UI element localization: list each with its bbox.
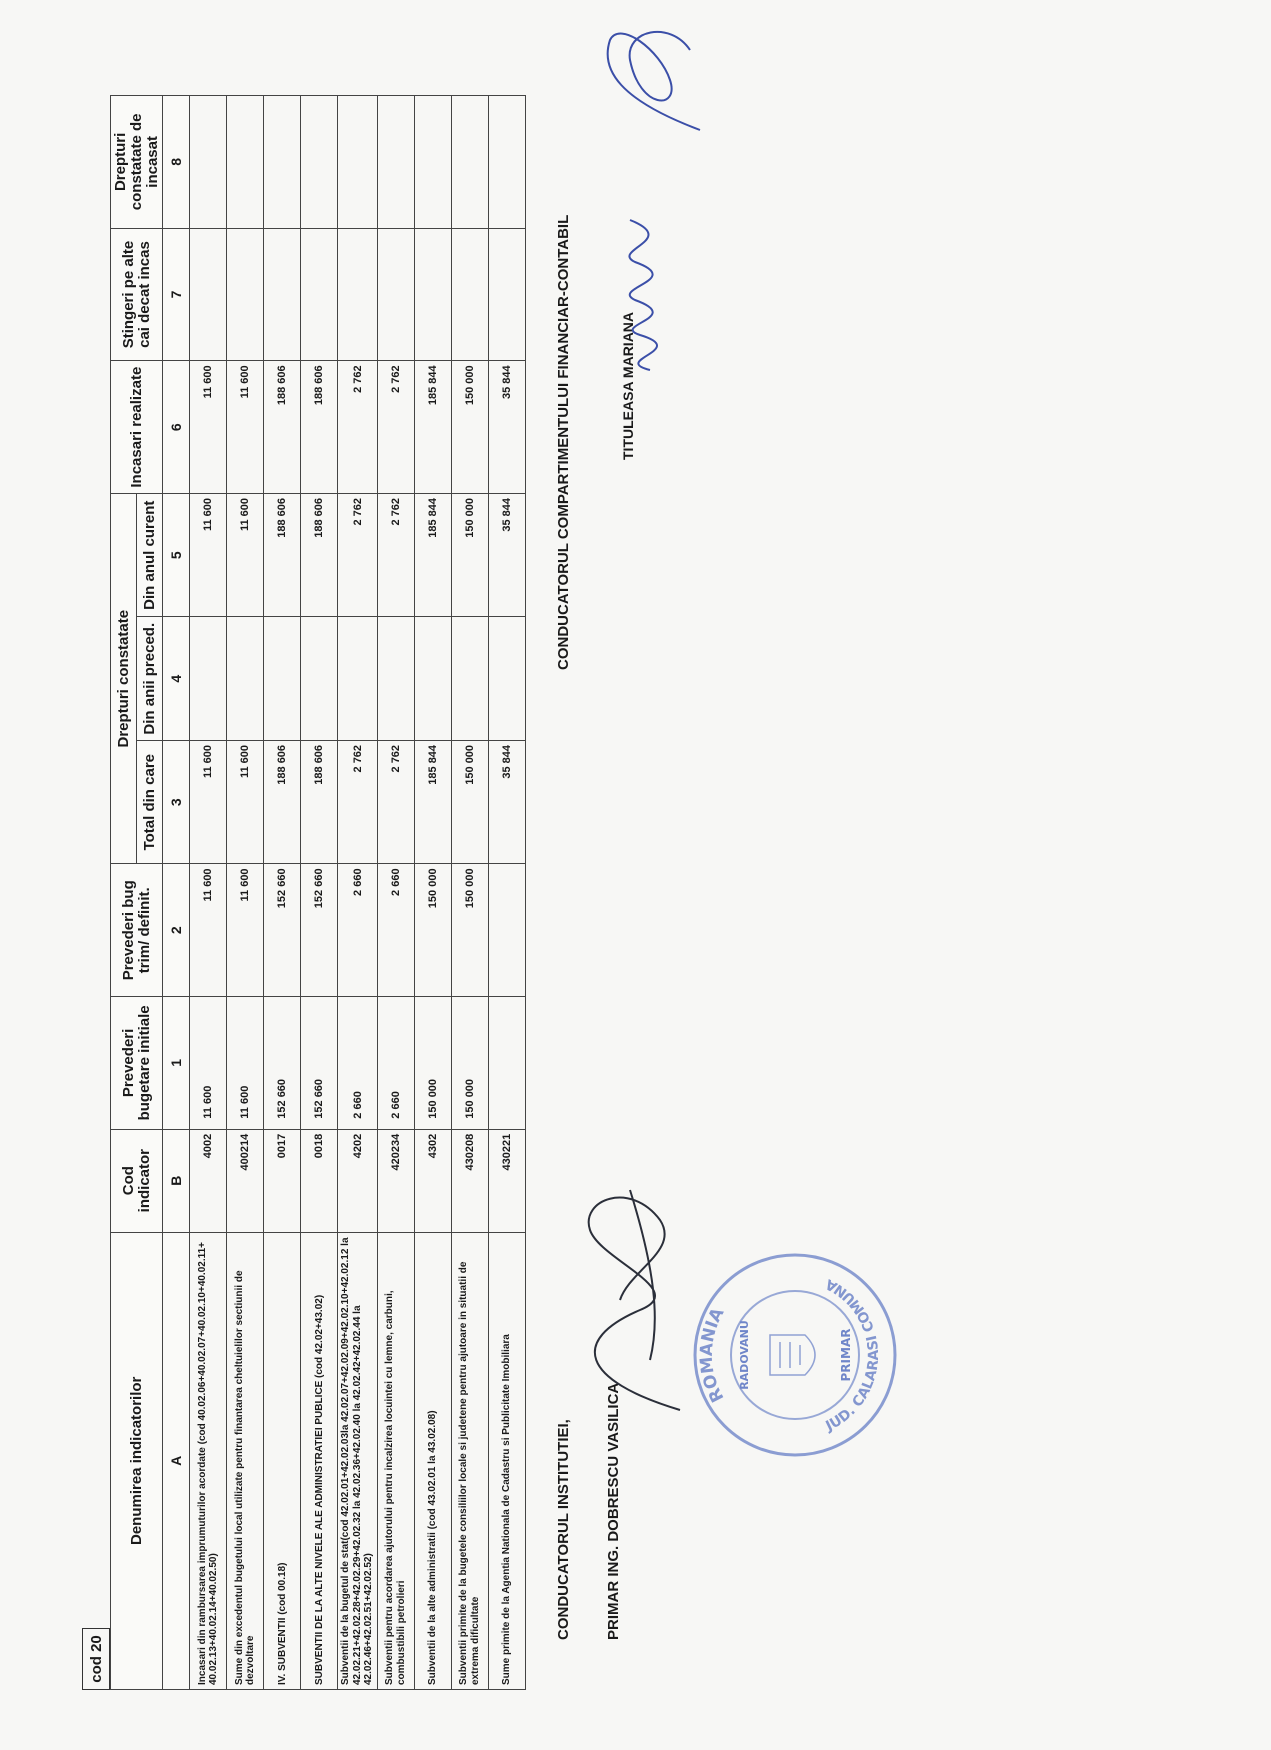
header-rights-group: Drepturi constatate — [111, 493, 137, 863]
curr-year-value: 11 600 — [227, 493, 264, 616]
institution-head-name: PRIMAR ING. DOBRESCU VASILICA — [605, 1382, 622, 1640]
indicator-name: IV. SUBVENTII (cod 00.18) — [264, 1232, 301, 1689]
stamp-outer-right: RADOVANU — [738, 1320, 751, 1390]
other-value — [190, 228, 227, 361]
finance-head-title: CONDUCATORUL COMPARTIMENTULUI FINANCIAR-CONTABIL — [555, 214, 572, 670]
definitive-value: 11 600 — [190, 864, 227, 997]
remaining-value — [488, 96, 525, 229]
receipts-value: 150 000 — [451, 361, 488, 494]
indicator-code: 4202 — [338, 1129, 378, 1232]
other-value — [451, 228, 488, 361]
stamp-outer-top: ROMANIA — [696, 1304, 729, 1406]
header-initial: Prevederi bugetare initiale — [111, 997, 163, 1130]
total-value: 188 606 — [264, 740, 301, 863]
receipts-value: 11 600 — [227, 361, 264, 494]
curr-year-value: 35 844 — [488, 493, 525, 616]
prev-years-value — [227, 617, 264, 740]
table-row — [301, 96, 338, 1690]
indicator-name: Subventii de la bugetul de stat(cod 42.02.01+42.02.03la 42.02.07+42.02.09+42.02.10+42.02.12 la 42.02.21+42.02.28+42.02.29+42.02.32 la 42.02.36+42.02.40 la 42.02.42+42.02.44 la 42.02.46+42.02.51+42.02.52) — [338, 1232, 378, 1689]
table-row — [451, 96, 488, 1690]
column-index: 8 — [163, 96, 190, 229]
header-remaining: Drepturi constatate de incasat — [111, 96, 163, 229]
initial-value: 2 660 — [377, 997, 414, 1130]
prev-years-value — [190, 617, 227, 740]
initial-value: 2 660 — [338, 997, 378, 1130]
header-prev-years: Din anii preced. — [137, 617, 163, 740]
table-row — [377, 96, 414, 1690]
header-curr-year: Din anul curent — [137, 493, 163, 616]
receipts-value: 188 606 — [301, 361, 338, 494]
receipts-value: 2 762 — [377, 361, 414, 494]
indicator-code: 400214 — [227, 1129, 264, 1232]
curr-year-value: 11 600 — [190, 493, 227, 616]
prev-years-value — [414, 617, 451, 740]
column-index: 4 — [163, 617, 190, 740]
official-stamp — [690, 1250, 900, 1460]
remaining-value — [264, 96, 301, 229]
curr-year-value: 185 844 — [414, 493, 451, 616]
definitive-value: 2 660 — [377, 864, 414, 997]
other-value — [227, 228, 264, 361]
form-code-label: cod 20 — [82, 1628, 110, 1690]
curr-year-value: 188 606 — [301, 493, 338, 616]
curr-year-value: 188 606 — [264, 493, 301, 616]
indicator-name: Sume din excedentul bugetului local utilizate pentru finantarea cheltuielilor sectiunii de dezvoltare — [227, 1232, 264, 1689]
indicator-code: 4302 — [414, 1129, 451, 1232]
remaining-value — [227, 96, 264, 229]
column-index: 5 — [163, 493, 190, 616]
total-value: 11 600 — [227, 740, 264, 863]
indicator-name: Subventii primite de la bugetele consiliilor locale si judetene pentru ajutoare in situatii de extrema dificultate — [451, 1232, 488, 1689]
indicator-code: 420234 — [377, 1129, 414, 1232]
definitive-value: 150 000 — [414, 864, 451, 997]
definitive-value: 11 600 — [227, 864, 264, 997]
remaining-value — [377, 96, 414, 229]
other-value — [488, 228, 525, 361]
curr-year-value: 2 762 — [377, 493, 414, 616]
initial-value: 11 600 — [227, 997, 264, 1130]
column-index: B — [163, 1129, 190, 1232]
initial-value: 150 000 — [414, 997, 451, 1130]
remaining-value — [190, 96, 227, 229]
column-index: 2 — [163, 864, 190, 997]
prev-years-value — [301, 617, 338, 740]
curr-year-value: 2 762 — [338, 493, 378, 616]
remaining-value — [414, 96, 451, 229]
prev-years-value — [451, 617, 488, 740]
prev-years-value — [338, 617, 378, 740]
table-row — [488, 96, 525, 1690]
total-value: 150 000 — [451, 740, 488, 863]
receipts-value: 185 844 — [414, 361, 451, 494]
total-value: 35 844 — [488, 740, 525, 863]
header-receipts: Incasari realizate — [111, 361, 163, 494]
initial-value: 152 660 — [264, 997, 301, 1130]
coat-of-arms-icon — [770, 1335, 815, 1375]
indicator-code: 4002 — [190, 1129, 227, 1232]
receipts-value: 188 606 — [264, 361, 301, 494]
table-row — [264, 96, 301, 1690]
column-index: 7 — [163, 228, 190, 361]
header-other-extinctions: Stingeri pe alte cai decat incas — [111, 228, 163, 361]
prev-years-value — [377, 617, 414, 740]
definitive-value — [488, 864, 525, 997]
column-index: 1 — [163, 997, 190, 1130]
column-index: 3 — [163, 740, 190, 863]
indicator-name: SUBVENTII DE LA ALTE NIVELE ALE ADMINISTRATIEI PUBLICE (cod 42.02+43.02) — [301, 1232, 338, 1689]
header-name: Denumirea indicatorilor — [111, 1232, 163, 1689]
header-code: Cod indicator — [111, 1129, 163, 1232]
indicator-code: 0018 — [301, 1129, 338, 1232]
definitive-value: 150 000 — [451, 864, 488, 997]
receipts-value: 11 600 — [190, 361, 227, 494]
finance-head-name: TITULEASA MARIANA — [620, 311, 636, 460]
header-definitive: Prevederi bug trim/ definit. — [111, 864, 163, 997]
indicator-name: Subventii de la alte administratii (cod 43.02.01 la 43.02.08) — [414, 1232, 451, 1689]
total-value: 185 844 — [414, 740, 451, 863]
indicator-name: Incasari din rambursarea imprumuturilor acordate (cod 40.02.06+40.02.07+40.02.10+40.02.11+ 40.02.13+40.02.14+40.02.50) — [190, 1232, 227, 1689]
indicator-name: Sume primite de la Agentia Nationala de Cadastru si Publicitate Imobiliara — [488, 1232, 525, 1689]
table-row — [338, 96, 378, 1690]
indicator-code: 430221 — [488, 1129, 525, 1232]
indicator-name: Subventii pentru acordarea ajutorului pentru incalzirea locuintei cu lemne, carbuni, combustibili petrolieri — [377, 1232, 414, 1689]
receipts-value: 2 762 — [338, 361, 378, 494]
other-value — [264, 228, 301, 361]
total-value: 11 600 — [190, 740, 227, 863]
header-total: Total din care — [137, 740, 163, 863]
indicator-code: 430208 — [451, 1129, 488, 1232]
remaining-value — [301, 96, 338, 229]
other-value — [301, 228, 338, 361]
table-row — [227, 96, 264, 1690]
remaining-value — [338, 96, 378, 229]
definitive-value: 152 660 — [301, 864, 338, 997]
definitive-value: 2 660 — [338, 864, 378, 997]
table-row — [190, 96, 227, 1690]
signature-contabil-icon — [590, 210, 710, 380]
initial-value: 150 000 — [451, 997, 488, 1130]
other-value — [338, 228, 378, 361]
indicators-table — [110, 95, 526, 1690]
signature-extra-icon — [580, 10, 730, 150]
other-value — [414, 228, 451, 361]
stamp-outer-bottom: JUD. CALARASI COMUNA — [823, 1275, 883, 1435]
total-value: 2 762 — [377, 740, 414, 863]
stamp-inner: PRIMAR — [839, 1328, 853, 1382]
column-index-row — [163, 96, 190, 1690]
institution-head-title: CONDUCATORUL INSTITUTIEI, — [555, 1419, 572, 1640]
total-value: 2 762 — [338, 740, 378, 863]
other-value — [377, 228, 414, 361]
table-row — [414, 96, 451, 1690]
initial-value — [488, 997, 525, 1130]
prev-years-value — [264, 617, 301, 740]
curr-year-value: 150 000 — [451, 493, 488, 616]
initial-value: 11 600 — [190, 997, 227, 1130]
signature-primar-icon — [560, 1160, 720, 1420]
indicator-code: 0017 — [264, 1129, 301, 1232]
receipts-value: 35 844 — [488, 361, 525, 494]
remaining-value — [451, 96, 488, 229]
column-index: 6 — [163, 361, 190, 494]
initial-value: 152 660 — [301, 997, 338, 1130]
column-index: A — [163, 1232, 190, 1689]
total-value: 188 606 — [301, 740, 338, 863]
prev-years-value — [488, 617, 525, 740]
definitive-value: 152 660 — [264, 864, 301, 997]
